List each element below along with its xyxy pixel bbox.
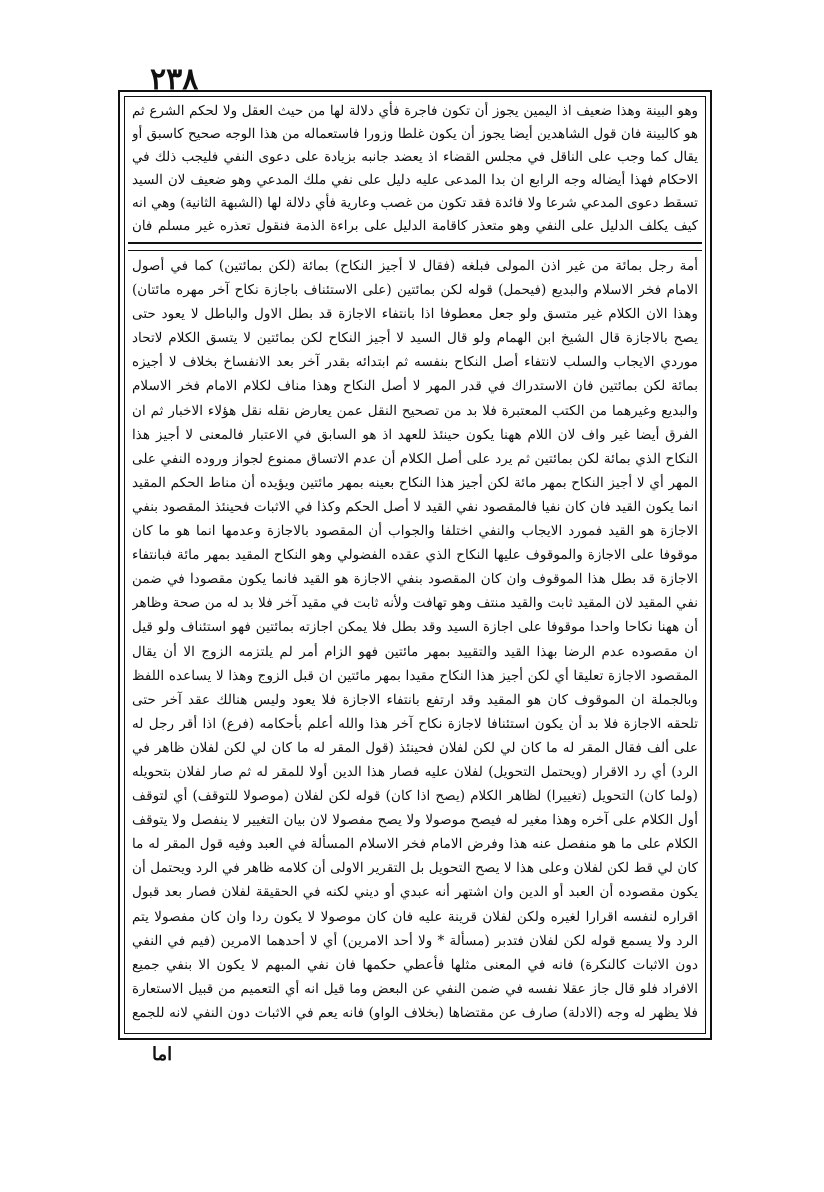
page-number: ٢٣٨: [150, 62, 199, 97]
page-frame: [118, 90, 712, 1040]
margin-commentary-text: وهو البينة وهذا ضعيف اذ اليمين يجوز أن تكون فاجرة فأي دلالة لها من حيث العقل ولا لحكم الشرع ثم هو كالبينة فان قول الشاهدين أيضا يجوز أن يكون غلطا وزورا فاستعماله من هذا الوجه صحيح كاسبق أو يقال كما وجب على الناقل في مجلس القضاء اذ يعضد جانبه بزيادة على دعوى النفي فليجب ذلك في الاحكام فهذا أيضاله وجه الرابع ان بدا المدعى عليه دليل على نفي ملك المدعي وهو ضعيف لان السيد تسقط دعوى المدعي شرعا ولا فائدة فقد تكون من غصب وعارية فأي دلالة لها (الشبهة الثانية) وهي انه كيف يكلف الدليل على النفي وهو متعذر كاقامة الدليل على براءة الذمة فنقول تعذره غير مسلم فان: [132, 104, 698, 234]
main-text: [132, 254, 698, 1030]
main-text-body: أمة رجل بمائة من غير اذن المولى فبلغه (فقال لا أجيز النكاح) بمائة (لكن بمائتين) كما في أصول الامام فخر الاسلام والبديع (فيحمل) قوله لكن بمائتين (على الاستئناف باجازة نكاح آخر مهره مائتان) وهذا الان الكلام غير متسق ولو جعل معطوفا اذا بانتفاء الاجازة قد بطل الاول والباطل لا يعود حتى يصح بالاجازة قال الشيخ ابن الهمام ولو قال السيد لا أجيز النكاح لكن بمائتين لا يتسق الكلام لاتحاد موردي الايجاب والسلب لانتفاء أصل النكاح بنفسه ثم ابتدائه بقدر آخر بعد الانفساخ بخلاف لا أجيزه بمائة لكن بمائتين فان الاستدراك في قدر المهر لا أصل النكاح وهذا مناف لكلام الامام فخر الاسلام والبديع وغيرهما من الكتب المعتبرة فلا بد من تصحيح النقل عمن يعارض نقله نقل هؤلاء الاخبار ثم ان الفرق أيضا غير واف لان اللام ههنا يكون حينئذ للعهد اذ هو السابق في الاعتبار فالمعنى لا أجيز هذا النكاح الذي بمائة لكن بمائتين ثم يرد على أصل الكلام أن عدم الاتساق ممنوع لجواز وروده النفي على المهر أي لا أجيز النكاح بمهر مائة لكن أجيز هذا النكاح بعينه بمهر مائتين ويؤيده أن مناط الحكم المقيد انما يكون القيد فان كان نفيا فالمقصود نفي القيد لا أصل الحكم وكذا في الاثبات فحينئذ المقصود بنفي الاجازة هو القيد فمورد الايجاب والنفي اختلفا والجواب أن المقصود بالاجازة وعدمها انما هو ما كان موقوفا على الاجازة والموقوف عليها النكاح الذي عقده الفضولي وهو النكاح المقيد بمهر مائة فبانتفاء الاجازة قد بطل هذا الموقوف وان كان المقصود بنفي الاجازة هو القيد فانما يكون مقصودا في ضمن نفي المقيد لان المقيد ثابت والقيد منتف وهو تهافت ولأنه ثابت في مقيد آخر فلا بد له من صحة وظاهر أن ههنا نكاحا واحدا موقوفا على اجازة السيد وقد بطل فلا يمكن اجازته بمائتين فهو استئناف ولو قيل ان مقصوده عدم الرضا بهذا القيد والتقييد بمهر مائتين فهو الزام أمر لم يلتزمه الزوج الا أن يقال المقصود الاجازة تعليقا أي لكن أجيز هذا النكاح مقيدا بمهر مائتين ان قبل الزوج وهذا لا يساعده اللفظ وبالجملة ان الموقوف كان هو المقيد وقد ارتفع بانتفاء الاجازة فلا يعود وليس هنالك عقد آخر حتى تلحقه الاجازة فلا بد أن يكون استئنافا لاجازة نكاح آخر هذا والله أعلم بأحكامه (فرع) اذا أقر رجل له على ألف فقال المقر له ما كان لي لكن لفلان فحينئذ (قول المقر له ما كان لي لكن لفلان ظاهر في الرد) أي رد الاقرار (ويحتمل التحويل) لفلان عليه فصار هذا الدين أولا للمقر له ثم صار لفلان بتحويله (ولما كان) التحويل (تغييرا) لظاهر الكلام (يصح اذا كان) قوله لكن لفلان (موصولا للتوقف) أي لتوقف أول الكلام على آخره وهذا مغير له فيصح موصولا ولا يصح مفصولا لان بيان التغيير لا ينفصل ولا يتوقف الكلام على ما هو منفصل عنه هذا وفرض الامام فخر الاسلام المسألة في العبد وفيه قول المقر له ما كان لي قط لكن لفلان وعلى هذا لا يصح التحويل بل التقرير الاولى أن كلامه ظاهر في الرد ويحتمل أن يكون مقصوده أن العبد أو الدين وان اشتهر أنه عبدي أو ديني لكنه في الحقيقة لفلان فصار بعد قبول اقراره لنفسه اقرارا لغيره ولكن لفلان قرينة عليه فان كان موصولا لا يكون ردا وان كان مفصولا يتم الرد ولا يسمع قوله لكن لفلان فتدبر (مسألة * ولا أحد الامرين) أي لا أحدهما الامرين (فيم في النفي دون الاثبات كالنكرة) فانه في المعنى مثلها فأعطي حكمها فان نفي المبهم لا يكون الا بنفي جميع الافراد فلو قال جاز عقلا نفسه في ضمن النفي عن البعض وما قيل انه أي التعميم من قبيل الاستعارة فلا يظهر له وجه (الادلة) صارف عن مقتضاها (بخلاف الواو) فانه يعم في الاثبات دون النفي لانه للجمع: [132, 258, 698, 1021]
section-separator: [128, 242, 702, 251]
catchword: اما: [152, 1044, 173, 1065]
margin-commentary: [132, 100, 698, 238]
